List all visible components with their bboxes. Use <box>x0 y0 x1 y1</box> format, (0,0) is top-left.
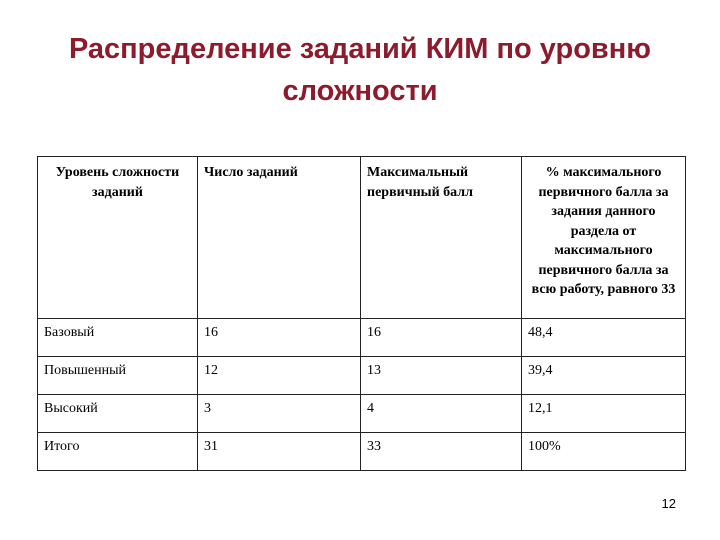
cell: 12,1 <box>522 395 686 433</box>
cell: 13 <box>361 357 522 395</box>
header-max-score: Максимальный первичный балл <box>361 157 522 319</box>
cell: 48,4 <box>522 319 686 357</box>
table-row <box>38 395 686 433</box>
cell: 33 <box>361 433 522 471</box>
header-difficulty: Уровень сложности заданий <box>38 157 198 319</box>
cell: 31 <box>198 433 361 471</box>
cell: 12 <box>198 357 361 395</box>
cell: 3 <box>198 395 361 433</box>
table-header-row <box>38 157 686 319</box>
cell: 16 <box>361 319 522 357</box>
table-row <box>38 319 686 357</box>
table-row <box>38 357 686 395</box>
cell: Базовый <box>38 319 198 357</box>
page-number: 12 <box>661 496 676 511</box>
cell: 4 <box>361 395 522 433</box>
header-task-count: Число заданий <box>198 157 361 319</box>
cell: 100% <box>522 433 686 471</box>
cell: Повышенный <box>38 357 198 395</box>
table-row-total <box>38 433 686 471</box>
difficulty-table <box>37 156 686 471</box>
slide-title: Распределение заданий КИМ по уровню сложности <box>68 33 652 107</box>
cell: 16 <box>198 319 361 357</box>
cell: 39,4 <box>522 357 686 395</box>
header-percent: % максимального первичного балла за задания данного раздела от максимального первичного балла за всю работу, равного 33 <box>522 157 686 319</box>
cell: Итого <box>38 433 198 471</box>
cell: Высокий <box>38 395 198 433</box>
